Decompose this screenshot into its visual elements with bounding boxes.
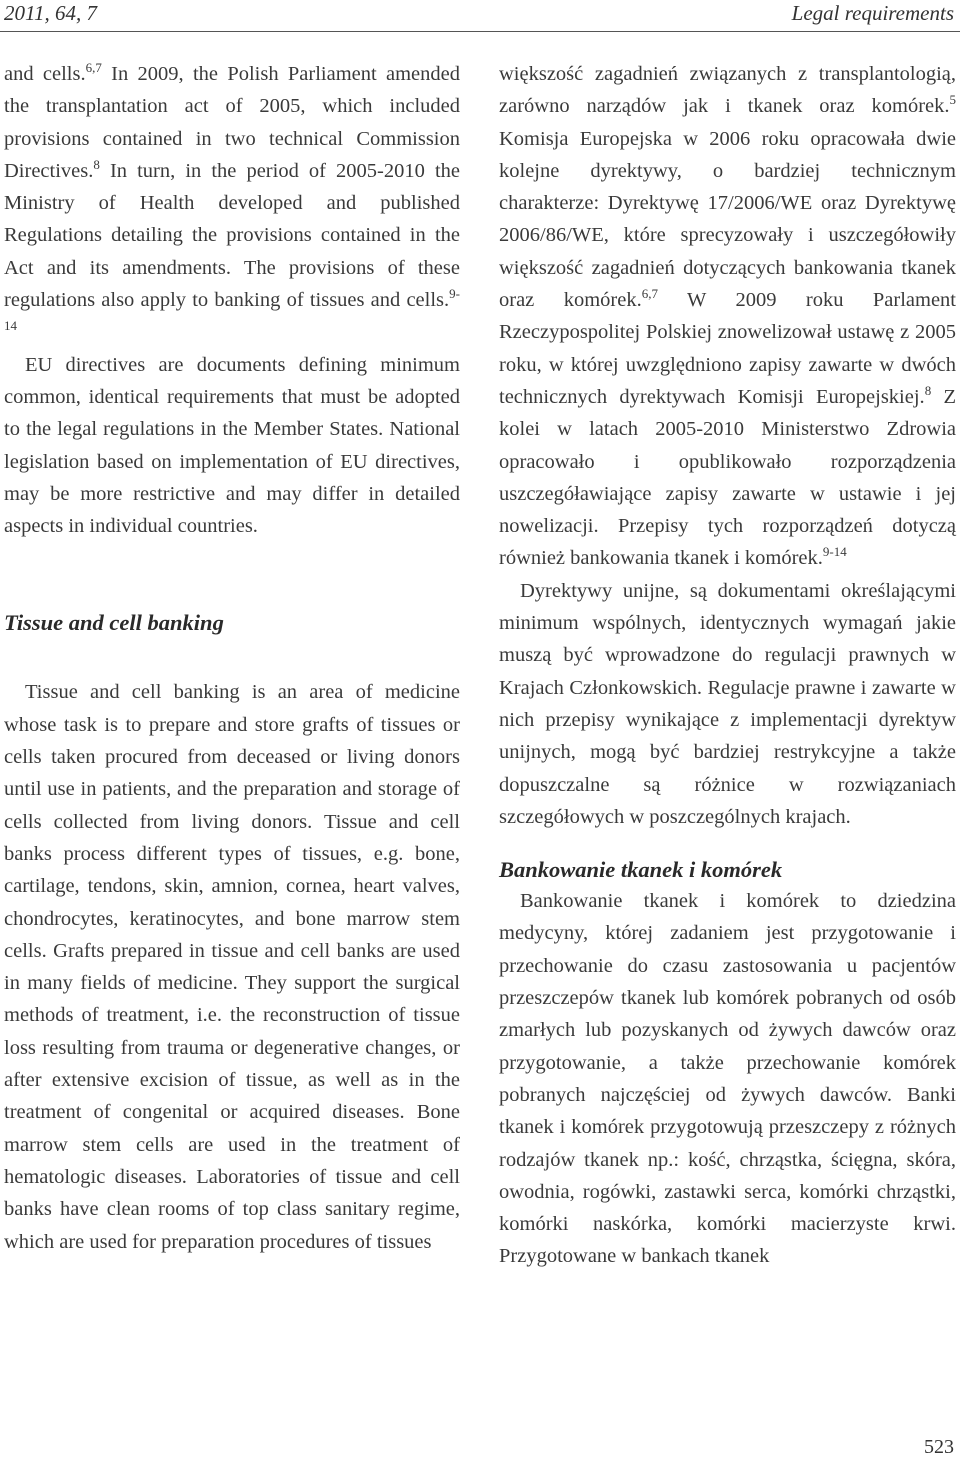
polish-column [499, 58, 956, 1273]
citation: 5 [949, 92, 956, 108]
header-rule [0, 31, 960, 32]
pl-section-heading: Bankowanie tkanek i komórek [499, 857, 783, 883]
en-paragraph-legislation: and cells.$^{6,7}$ In 2009, the Polish Parliament amended the transplantation act of 2005, which included provisions contained in two technical Commission Directives.$^8$ In turn, in the period of 2005-2010 the Ministry of Health developed and published Regulations detailing the provisions contained in the Act and its amendments. The provisions of these regulations also apply to banking of tissues and cells.$^{9-14}$ [4, 60, 460, 334]
citation: 9-14 [822, 544, 847, 560]
citation: 9-14 [4, 286, 460, 334]
english-column [4, 58, 460, 1258]
page-number: 523 [924, 1436, 954, 1458]
en-paragraph-directives: EU directives are documents defining minimum common, identical requirements that must be adopted to the legal regulations in the Member States. National legislation based on implementation of EU directives, may be more restrictive and may differ in detailed aspects in individual countries. [4, 353, 460, 538]
citation: 8 [924, 382, 932, 398]
en-paragraph-banking: Tissue and cell banking is an area of medicine whose task is to prepare and store grafts of tissues or cells taken procured from deceased or living donors until use in patients, and the preparation and storage of cells collected from living donors. Tissue and cell banks process different types of tissues, e.g. bone, cartilage, tendons, skin, amnion, cornea, heart valves, chondrocytes, keratinocytes, and bone marrow stem cells. Grafts prepared in tissue and cell banks are used in many fields of medicine. They support the surgical methods of treatment, i.e. the reconstruction of tissue loss resulting from trauma or degenerative changes, or after extensive excision of tissue, as well as in the treatment of congenital or acquired diseases. Bone marrow stem cells are used in the treatment of hematologic diseases. Laboratories of tissue and cell banks have clean rooms of top class sanitary regime, which are used for preparation procedures of tissues [4, 681, 460, 1253]
section-title: Legal requirements [791, 1, 954, 25]
en-section-heading: Tissue and cell banking [4, 610, 224, 636]
pl-paragraph-directives: Dyrektywy unijne, są dokumentami określającymi minimum wspólnych, identycznych wymagań jakie muszą być wprowadzone do regulacji prawnych w Krajach Członkowskich. Regulacje prawne i zawarte w nich przepisy wynikające z implementacji dyrektyw unijnych, mogą być bardziej restrykcyjne a także dopuszczalne są różnice w rozwiązaniach szczegółowych w poszczególnych krajach. [499, 579, 956, 828]
journal-issue: 2011, 64, 7 [4, 1, 97, 25]
citation: 6,7 [85, 60, 102, 75]
pl-paragraph-legislation: większość zagadnień związanych z transplantologią, zarówno narządów jak i tkanek oraz komórek.$^5$ Komisja Europejska w 2006 roku opracowała dwie kolejne dyrektywy, o bardziej technicznym charakterze: Dyrektywę 17/2006/WE oraz Dyrektywę 2006/86/WE, które sprecyzowały i uszczegółowiły większość zagadnień dotyczących bankowania tkanek oraz komórek.$^{6,7}$ W 2009 roku Parlament Rzeczypospolitej Polskiej znowelizował ustawę z 2005 roku, w której uwzględniono zapisy zawarte w dwóch technicznych dyrektywach Komisji Europejskiej.$^8$ Z kolei w latach 2005-2010 Ministerstwo Zdrowia opracowało i opublikowało rozporządzenia uszczegóławiające zapisy zawarte w ustawie i jej nowelizacji. Przepisy tych rozporządzeń dotyczą również bankowania tkanek i komórek.$^{9-14}$ [499, 63, 957, 570]
citation: 8 [93, 156, 100, 172]
pl-paragraph-banking: Bankowanie tkanek i komórek to dziedzina medycyny, której zadaniem jest przygotowanie i przechowanie do czasu zastosowania u pacjentów przeszczepów tkanek lub komórek pobranych od osób zmarłych lub pozyskanych od żywych dawców oraz przygotowanie, a także przechowanie komórek pobranych najczęściej od żywych dawców. Banki tkanek i komórek przygotowują przeszczepy z różnych rodzajów tkanek np.: kość, chrząstka, ścięgna, skóra, owodnia, rogówki, zastawki serca, komórki chrząstki, komórki naskórka, komórki macierzyste krwi. Przygotowane w bankach tkanek [499, 890, 956, 1268]
page-header [0, 0, 960, 28]
citation: 6,7 [641, 286, 658, 302]
